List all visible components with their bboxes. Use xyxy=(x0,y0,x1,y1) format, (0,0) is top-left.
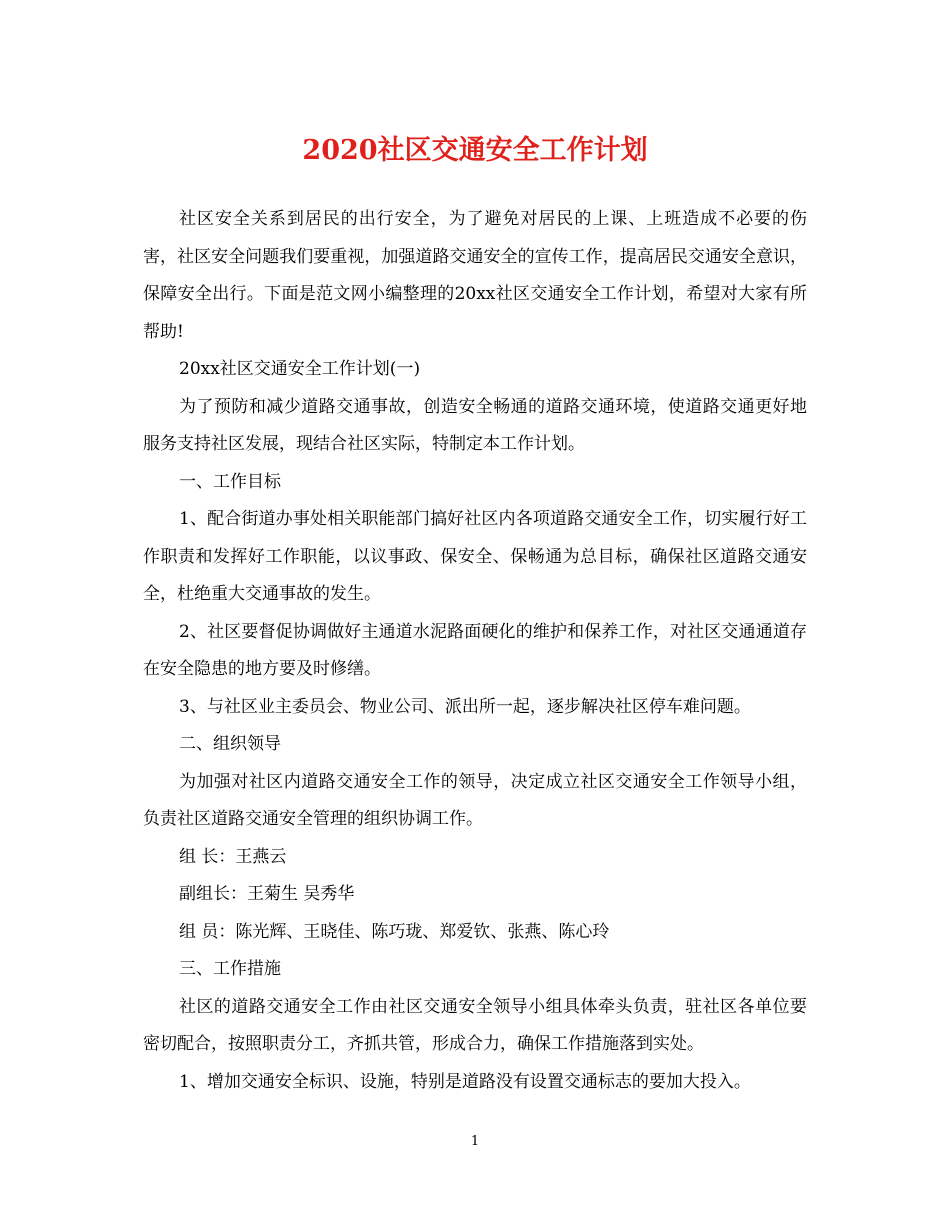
goal-item-2: 2、社区要督促协调做好主通道水泥路面硬化的维护和保养工作，对社区交通通道存在安全隐患的地方要及时修缮。 xyxy=(143,621,807,679)
section-heading-goals: 一、工作目标 xyxy=(179,471,281,492)
document-title: 2020社区交通安全工作计划 xyxy=(302,135,648,166)
document-body xyxy=(143,201,807,1101)
deputy-leader-line: 副组长：王菊生 吴秀华 xyxy=(179,884,355,904)
page-number: 1 xyxy=(470,1134,480,1149)
paragraph: 为加强对社区内道路交通安全工作的领导，决定成立社区交通安全工作领导小组，负责社区道路交通安全管理的组织协调工作。 xyxy=(143,771,807,829)
intro-paragraph: 社区安全关系到居民的出行安全，为了避免对居民的上课、上班造成不必要的伤害，社区安全问题我们要重视，加强道路交通安全的宣传工作，提高居民交通安全意识，保障安全出行。下面是范文网小编整理的20xx社区交通安全工作计划，希望对大家有所帮助! xyxy=(143,209,807,342)
measure-item-1: 1、增加交通安全标识、设施，特别是道路没有设置交通标志的要加大投入。 xyxy=(179,1071,751,1092)
members-line: 组 员：陈光辉、王晓佳、陈巧珑、郑爱钦、张燕、陈心玲 xyxy=(179,921,610,942)
goal-item-3: 3、与社区业主委员会、物业公司、派出所一起，逐步解决社区停车难问题。 xyxy=(179,696,751,717)
section-heading-measures: 三、工作措施 xyxy=(179,959,281,979)
paragraph: 为了预防和减少道路交通事故，创造安全畅通的道路交通环境，使道路交通更好地服务支持社区发展，现结合社区实际，特制定本工作计划。 xyxy=(143,396,807,454)
leader-line: 组 长：王燕云 xyxy=(179,846,287,867)
section-subtitle: 20xx社区交通安全工作计划(一) xyxy=(179,359,421,379)
section-heading-leadership: 二、组织领导 xyxy=(179,734,281,754)
goal-item-1: 1、配合街道办事处相关职能部门搞好社区内各项道路交通安全工作，切实履行好工作职责和发挥好工作职能，以议事政、保安全、保畅通为总目标，确保社区道路交通安全，杜绝重大交通事故的发生。 xyxy=(143,509,807,604)
paragraph: 社区的道路交通安全工作由社区交通安全领导小组具体牵头负责，驻社区各单位要密切配合，按照职责分工，齐抓共管，形成合力，确保工作措施落到实处。 xyxy=(143,996,807,1054)
